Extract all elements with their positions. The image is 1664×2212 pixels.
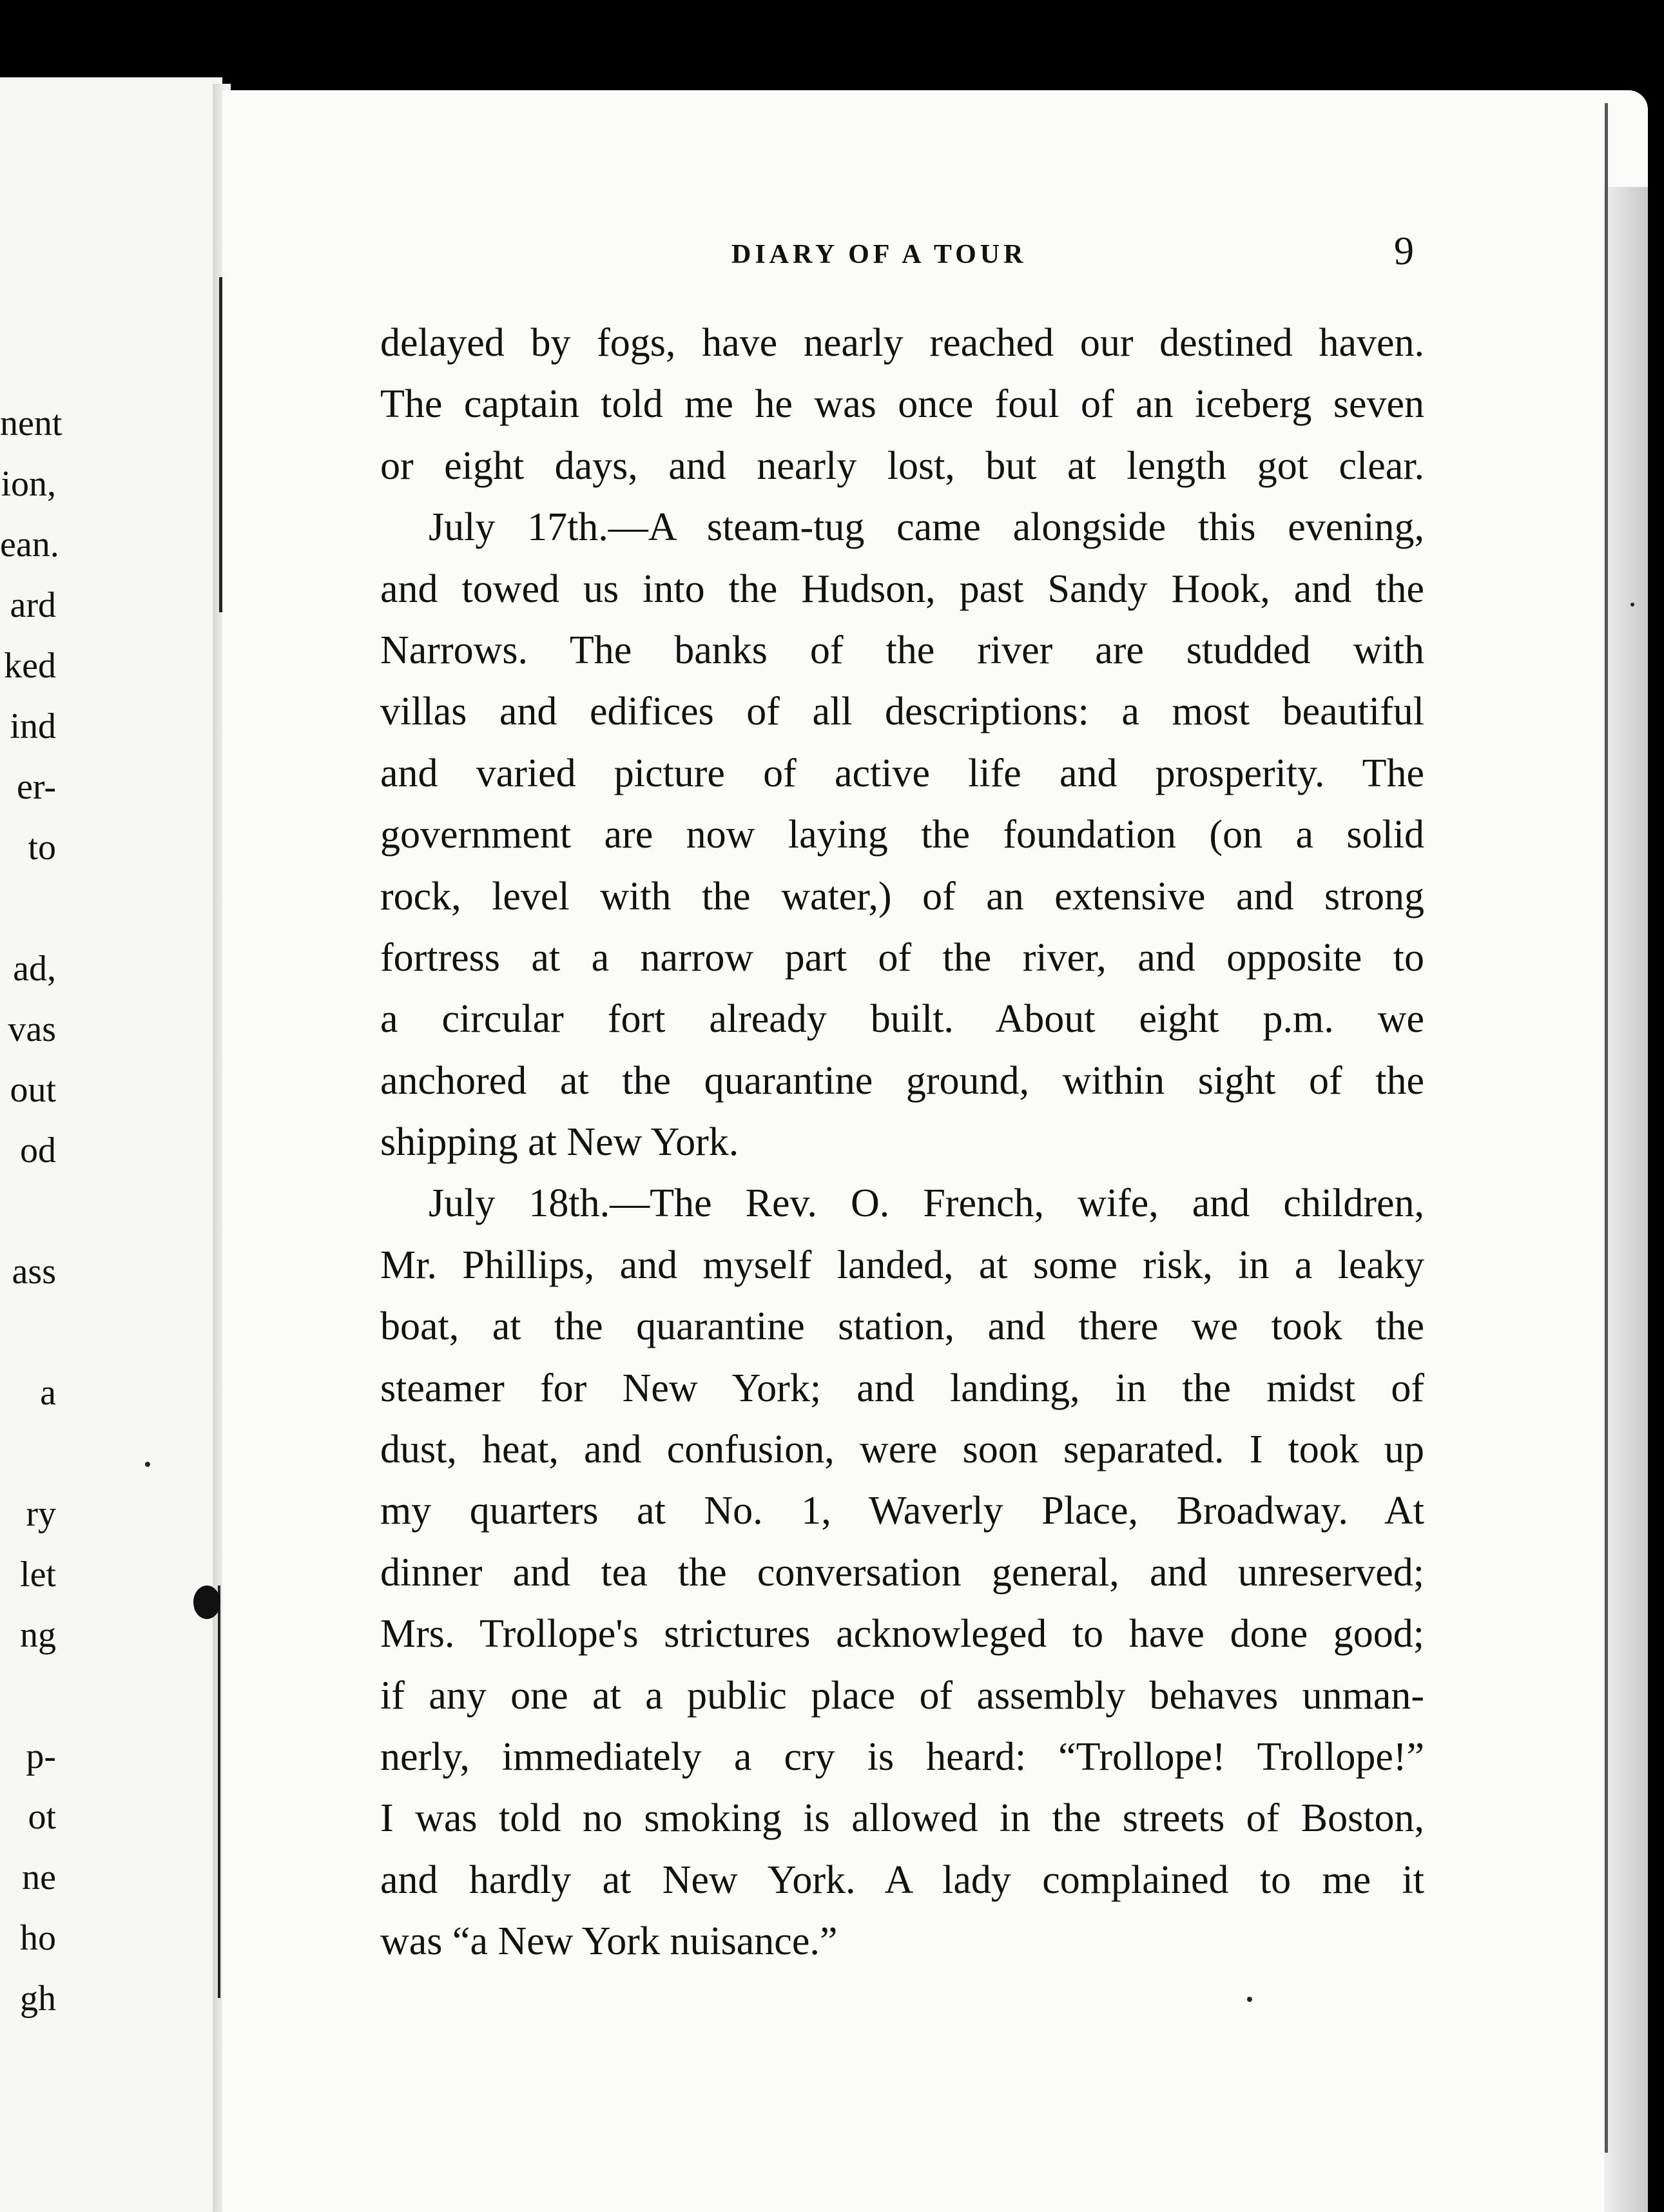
left-page-fragment xyxy=(0,1423,222,1484)
text-line: dust, heat, and confusion, were soon separated. I took up xyxy=(380,1428,1424,1472)
text-line: Mr. Phillips, and myself landed, at some risk, in a leaky xyxy=(380,1243,1424,1287)
left-page-fragment: ot xyxy=(28,1797,56,1837)
left-page-fragment: vas xyxy=(8,1009,56,1049)
text-line: shipping at New York. xyxy=(380,1120,739,1165)
left-page-fragment: ne xyxy=(22,1858,56,1897)
text-line: Mrs. Trollope's strictures acknowleged to have done good; xyxy=(380,1612,1424,1656)
left-page-fragment: ion, xyxy=(1,464,56,504)
text-line: The captain told me he was once foul of an iceberg seven xyxy=(380,382,1424,427)
left-page-fragment: ad, xyxy=(13,949,56,989)
text-line: July 18th.—The Rev. O. French, wife, and children, xyxy=(429,1181,1424,1226)
text-line: if any one at a public place of assembly behaves unman- xyxy=(380,1673,1424,1718)
left-page-fragment: gh xyxy=(20,1979,56,2019)
left-page-fragment: to xyxy=(28,828,56,868)
text-line: fortress at a narrow part of the river, and opposite to xyxy=(380,935,1424,980)
running-head: DIARY OF A TOUR xyxy=(731,240,1027,269)
text-line: villas and edifices of all descriptions: a most beautiful xyxy=(380,690,1424,734)
left-page-fragment xyxy=(0,878,222,938)
text-line: and hardly at New York. A lady complained to me it xyxy=(380,1858,1424,1902)
page-edge-shadow xyxy=(1605,103,1608,2153)
left-page-fragment: p- xyxy=(26,1736,56,1776)
left-page-fragment xyxy=(0,1181,222,1241)
text-line: a circular fort already built. About eight p.m. we xyxy=(380,997,1424,1042)
text-line: government are now laying the foundation (on a solid xyxy=(380,813,1424,857)
text-line: steamer for New York; and landing, in the midst of xyxy=(380,1366,1424,1410)
text-line: boat, at the quarantine station, and there we took the xyxy=(380,1305,1424,1349)
left-page-fragment: od xyxy=(20,1130,56,1170)
page-edge xyxy=(1604,187,1648,2212)
gutter-shadow-mark xyxy=(218,1586,220,1998)
ink-speck xyxy=(1247,1997,1252,2002)
page-number: 9 xyxy=(1394,229,1414,273)
left-page-fragment: ng xyxy=(20,1615,56,1655)
left-page-fragment: a xyxy=(40,1373,56,1413)
left-page-fragment: nent xyxy=(0,403,63,443)
text-line: rock, level with the water,) of an extensive and strong xyxy=(380,874,1424,918)
left-page-fragment: ked xyxy=(4,646,56,686)
left-page-fragment: er- xyxy=(16,767,56,807)
left-page-fragment: out xyxy=(10,1070,56,1110)
ink-speck xyxy=(145,1462,150,1467)
ink-blot xyxy=(193,1586,220,1619)
left-page-fragment: ard xyxy=(10,585,56,625)
text-line: delayed by fogs, have nearly reached our destined haven. xyxy=(380,321,1424,365)
left-page-fragment xyxy=(0,1302,222,1363)
left-page-fragment xyxy=(0,1665,222,1726)
ink-speck xyxy=(1630,603,1634,606)
text-line: my quarters at No. 1, Waverly Place, Broadway. At xyxy=(380,1489,1424,1533)
text-line: Narrows. The banks of the river are studded with xyxy=(380,628,1424,672)
left-page-fragment: ho xyxy=(20,1918,56,1958)
left-page xyxy=(0,77,222,2212)
text-line: or eight days, and nearly lost, but at length got clear. xyxy=(380,443,1424,488)
page-body-text xyxy=(380,313,1424,1973)
left-page-text xyxy=(0,393,222,2029)
text-line: nerly, immediately a cry is heard: “Trollope! Trollope!” xyxy=(380,1734,1424,1779)
left-page-fragment: let xyxy=(20,1555,56,1595)
text-line: July 17th.—A steam-tug came alongside this evening, xyxy=(429,505,1424,550)
text-line: and towed us into the Hudson, past Sandy Hook, and the xyxy=(380,567,1424,611)
text-line: I was told no smoking is allowed in the streets of Boston, xyxy=(380,1796,1424,1841)
left-page-fragment: ass xyxy=(12,1252,56,1292)
text-line: was “a New York nuisance.” xyxy=(380,1919,838,1964)
text-line: and varied picture of active life and prosperity. The xyxy=(380,751,1424,795)
left-page-fragment: ind xyxy=(10,706,56,746)
text-line: anchored at the quarantine ground, within sight of the xyxy=(380,1058,1424,1103)
left-page-fragment: ean. xyxy=(0,525,59,565)
text-line: dinner and tea the conversation general, and unreserved; xyxy=(380,1550,1424,1595)
left-page-fragment: ry xyxy=(26,1494,56,1534)
